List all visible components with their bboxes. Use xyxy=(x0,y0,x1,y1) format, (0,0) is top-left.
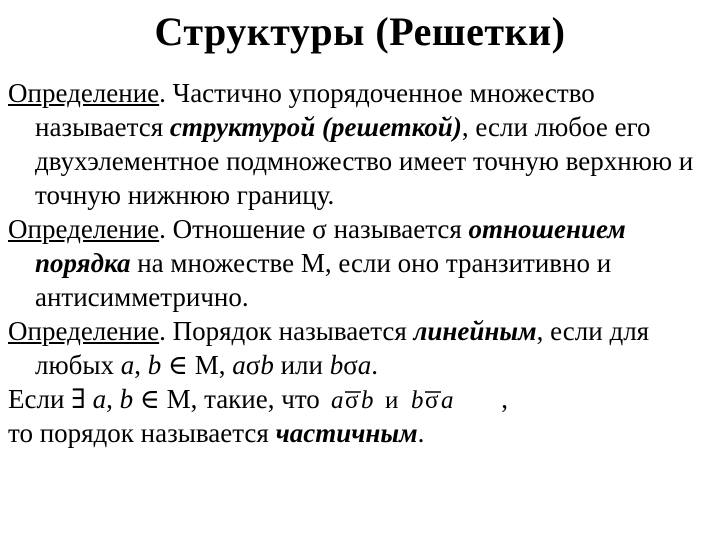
condition-text: Если xyxy=(8,384,72,414)
definition-text: называется xyxy=(326,214,469,244)
slide-title: Структуры (Решетки) xyxy=(154,9,566,54)
definition-text: , если любое его двухэлементное подмножество имеет точную верхнюю и точную нижнюю границу. xyxy=(35,112,694,210)
definition-text: , если для любых xyxy=(35,316,650,380)
condition-partial-order xyxy=(8,382,708,416)
variable-a: a xyxy=(85,384,107,414)
variable-b: b xyxy=(260,350,274,380)
comma: , xyxy=(106,384,120,414)
formula-variable-a: a xyxy=(440,387,454,414)
comma: , xyxy=(494,384,509,414)
sigma-symbol: σ xyxy=(312,214,327,244)
incomparability-formula xyxy=(327,384,495,414)
definition-text: или xyxy=(273,350,330,380)
comma: , xyxy=(134,350,148,380)
definition-text: на множестве М, если оно транзитивно и антисимметрично. xyxy=(35,248,612,312)
sigma-symbol: σ xyxy=(245,350,261,380)
conclusion-partial-order xyxy=(8,416,708,450)
definition-text: . Отношение xyxy=(159,214,313,244)
term-linear: линейным xyxy=(413,316,537,346)
element-of-symbol: ∈ xyxy=(161,350,195,380)
element-of-symbol: ∈ xyxy=(133,384,167,414)
period: . xyxy=(417,418,425,448)
definition-label: Определение xyxy=(8,316,160,346)
definition-text: . Порядок называется xyxy=(159,316,414,346)
conclusion-text: то порядок называется xyxy=(8,418,276,448)
formula-variable-a: a xyxy=(330,387,344,414)
definition-text: . Частично упорядоченное множество называется xyxy=(35,78,595,142)
variable-a: a xyxy=(357,350,372,380)
formula-variable-b: b xyxy=(360,387,374,414)
condition-text: М, такие, что xyxy=(166,384,327,414)
definition-label: Определение xyxy=(8,78,160,108)
definition-lattice xyxy=(8,76,708,212)
variable-a: a xyxy=(120,350,135,380)
variable-a: a xyxy=(232,350,246,380)
period: . xyxy=(371,350,379,380)
definition-text: М, xyxy=(194,350,233,380)
term-partial: частичным xyxy=(275,418,418,448)
definition-linear-order xyxy=(8,314,708,382)
definition-order-relation xyxy=(8,212,708,314)
exists-symbol: ∃ xyxy=(71,384,86,414)
formula-variable-b: b xyxy=(410,387,424,414)
slide-content xyxy=(8,76,708,450)
formula-sigma: σ xyxy=(424,387,438,414)
variable-b: b xyxy=(329,350,344,380)
definition-label: Определение xyxy=(8,214,160,244)
term-lattice: структурой (решеткой) xyxy=(169,112,462,142)
formula-and-word: и xyxy=(384,387,398,414)
variable-b: b xyxy=(147,350,162,380)
sigma-symbol: σ xyxy=(343,350,358,380)
term-order-relation: отношением порядка xyxy=(35,214,626,278)
variable-b: b xyxy=(119,384,134,414)
formula-sigma: σ xyxy=(344,387,358,414)
